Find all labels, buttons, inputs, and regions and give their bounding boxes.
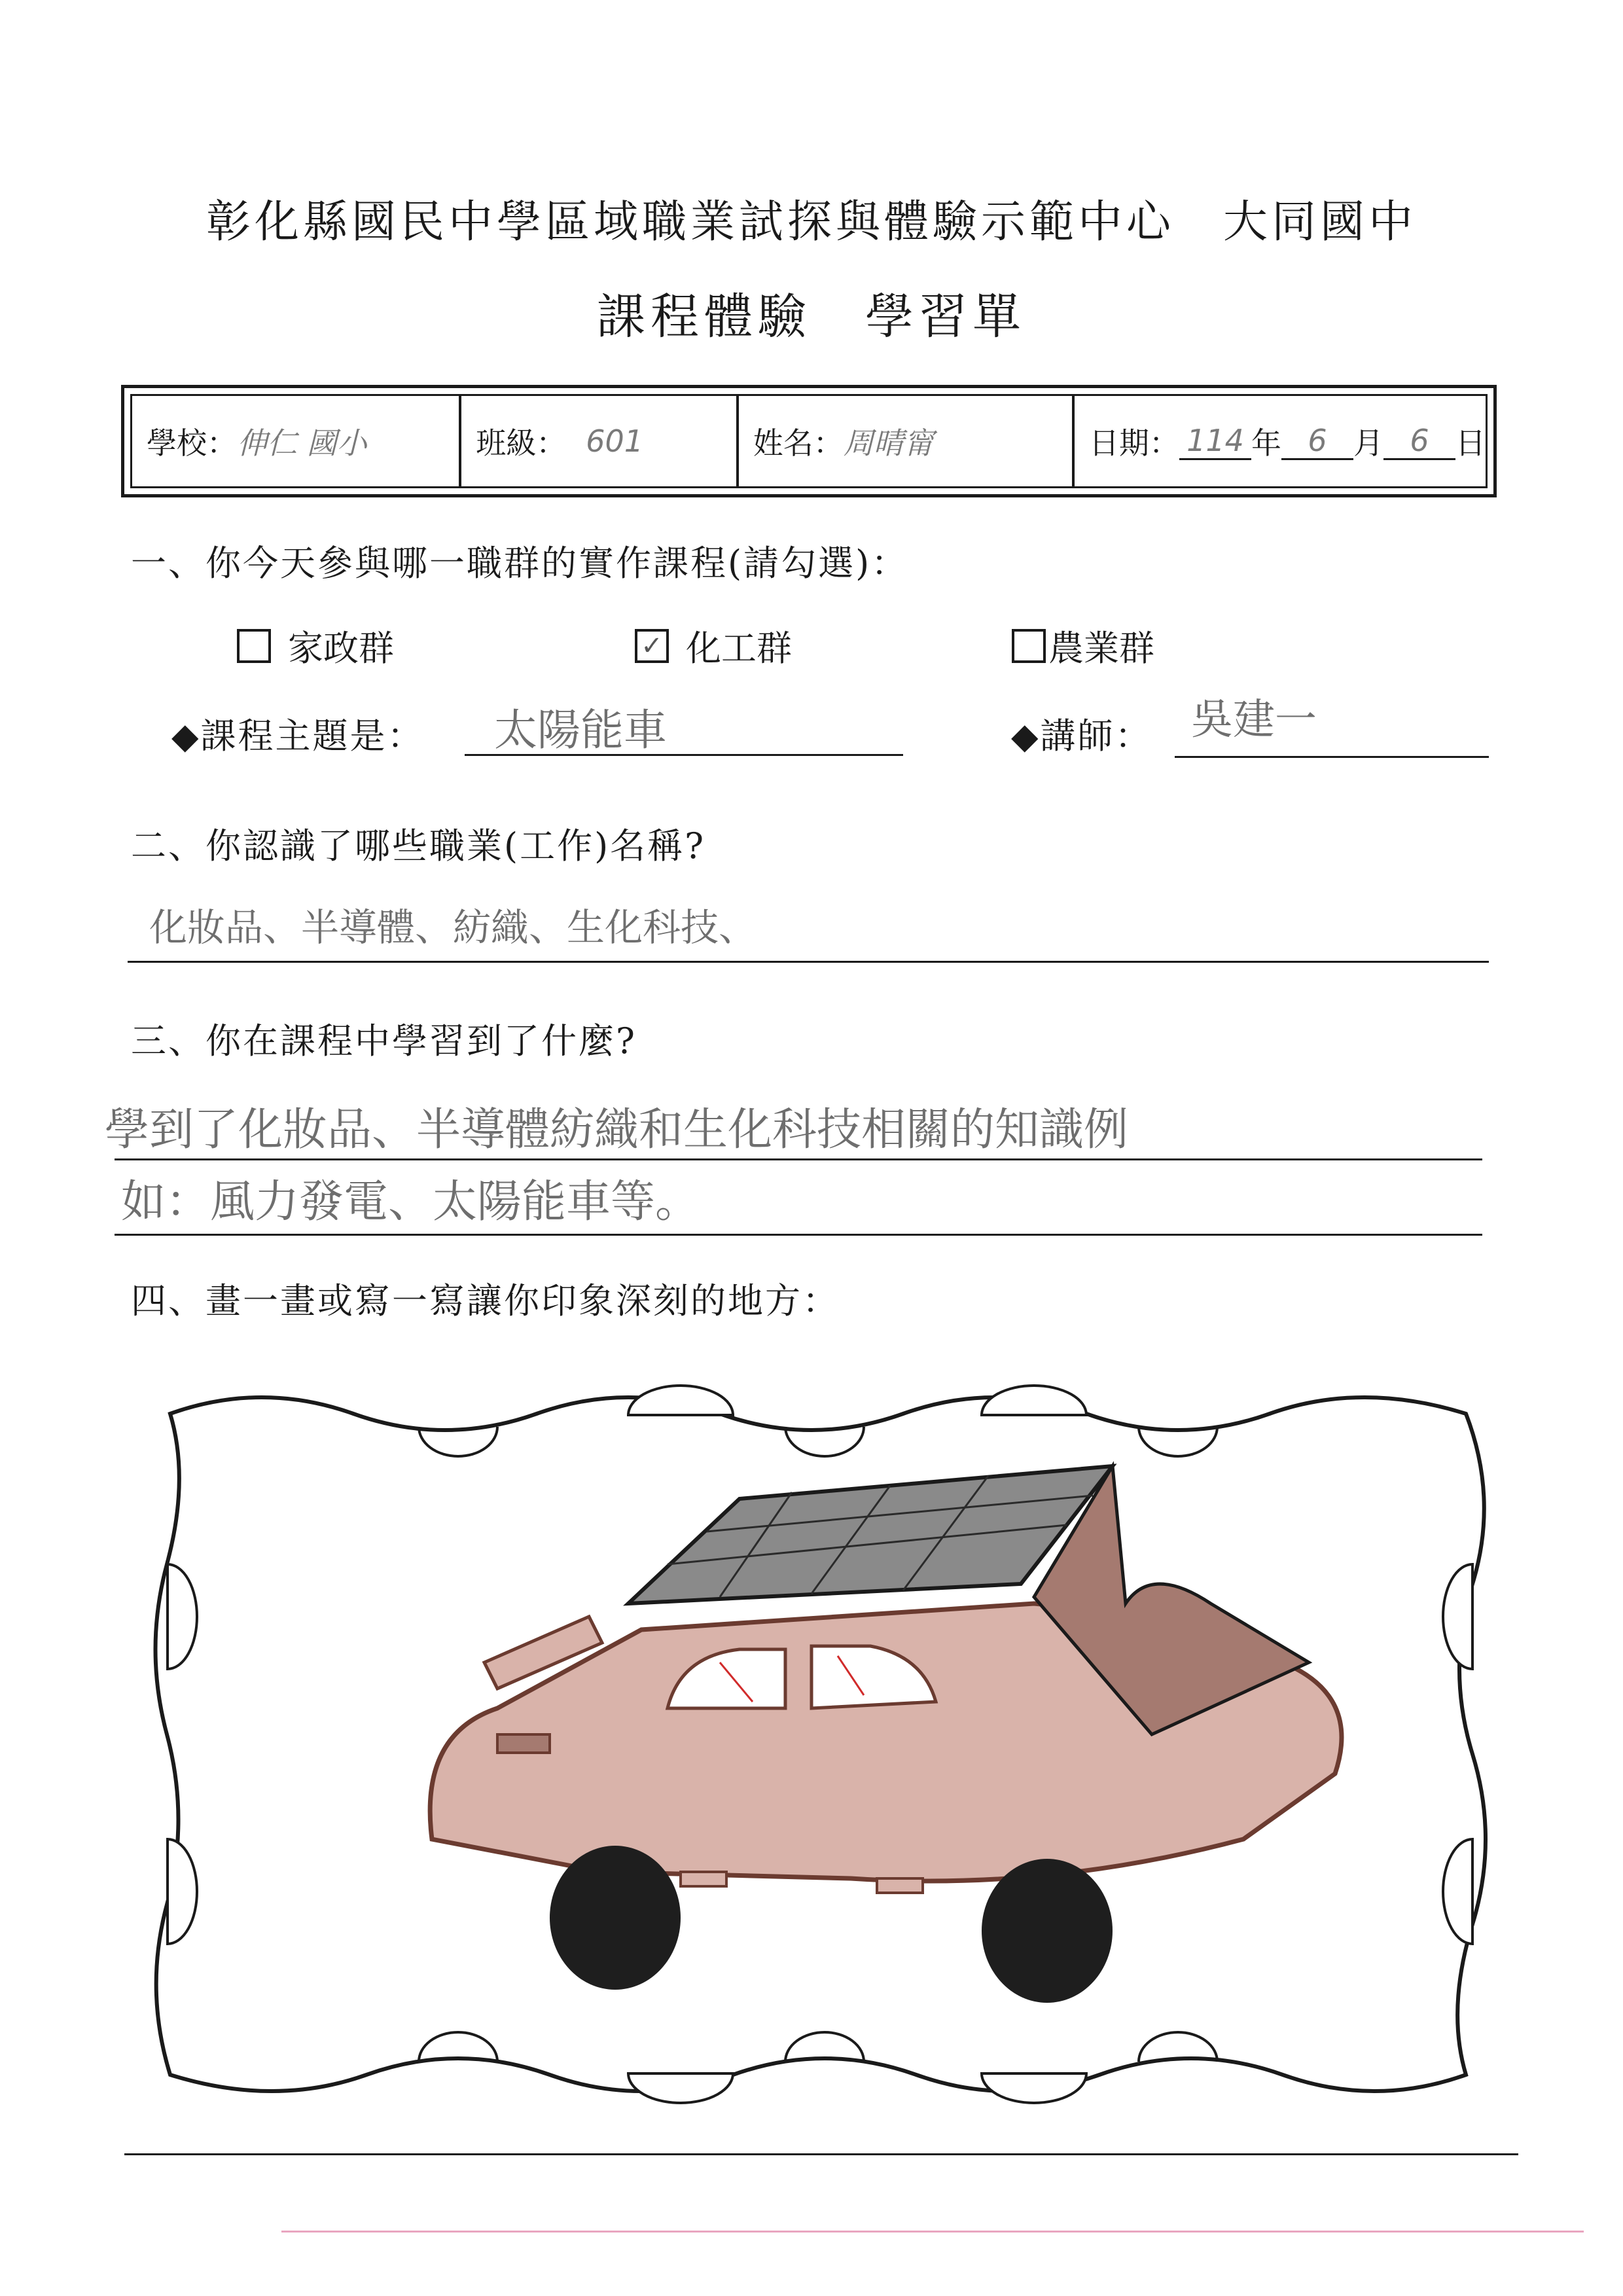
checkbox-chemical-engineering[interactable]: ✓ <box>635 629 669 663</box>
month-value[interactable]: 6 <box>1281 423 1353 460</box>
teacher-value[interactable]: 吳建一 <box>1191 696 1317 744</box>
option-label: 農業群 <box>1048 628 1154 669</box>
q3-answer-line-2-rule <box>115 1234 1482 1236</box>
question-3: 三、你在課程中學習到了什麼? <box>131 1020 637 1062</box>
school-label: 學校： <box>147 425 237 461</box>
bottom-rule <box>124 2153 1518 2155</box>
teacher-label: ◆講師： <box>1011 715 1152 757</box>
q3-answer-line-1[interactable]: 學到了化妝品、半導體紡織和生化科技相關的知識例 <box>105 1104 1129 1156</box>
topic-label: ◆課程主題是： <box>171 715 425 757</box>
date-cell <box>1075 396 1486 486</box>
q2-answer-line <box>128 961 1489 963</box>
checkbox-agriculture[interactable] <box>1012 629 1046 663</box>
option-label: 化工群 <box>686 628 792 669</box>
year-value[interactable]: 114 <box>1179 423 1251 460</box>
topic-underline <box>465 754 903 756</box>
drawing-frame <box>131 1368 1518 2114</box>
solar-car-drawing <box>430 1466 1342 2003</box>
day-unit: 日 <box>1455 425 1486 461</box>
q2-answer[interactable]: 化妝品、半導體、紡織、生化科技、 <box>149 905 757 950</box>
day-value[interactable]: 6 <box>1383 423 1455 460</box>
q3-answer-line-1-rule <box>115 1158 1482 1160</box>
option-home-economics[interactable] <box>237 620 394 671</box>
option-agriculture[interactable] <box>1012 620 1154 671</box>
option-chemical-engineering[interactable] <box>635 620 792 671</box>
school-cell <box>132 396 461 486</box>
question-4: 四、畫一畫或寫一寫讓你印象深刻的地方： <box>131 1280 840 1321</box>
teacher-underline <box>1175 756 1489 758</box>
option-label: 家政群 <box>288 628 394 669</box>
name-cell <box>739 396 1075 486</box>
q3-answer-line-2[interactable]: 如：風力發電、太陽能車等。 <box>121 1176 700 1228</box>
school-value[interactable]: 伸仁 國小 <box>237 425 367 461</box>
date-label: 日期： <box>1089 425 1180 461</box>
worksheet-subtitle: 課程體驗 學習單 <box>597 289 1026 345</box>
year-unit: 年 <box>1251 425 1282 461</box>
topic-value[interactable]: 太陽能車 <box>494 705 667 755</box>
name-label: 姓名： <box>753 425 844 461</box>
name-value[interactable]: 周晴甯 <box>843 425 934 461</box>
pink-margin-line <box>281 2231 1584 2233</box>
class-cell <box>461 396 739 486</box>
class-value[interactable]: 601 <box>586 423 644 459</box>
question-2: 二、你認識了哪些職業(工作)名稱? <box>131 825 706 867</box>
month-unit: 月 <box>1353 425 1384 461</box>
info-table <box>121 385 1497 497</box>
checkbox-home-economics[interactable] <box>237 629 271 663</box>
question-1: 一、你今天參與哪一職群的實作課程(請勾選)： <box>131 543 909 584</box>
worksheet-title: 彰化縣國民中學區域職業試探與體驗示範中心 大同國中 <box>205 196 1417 248</box>
class-label: 班級： <box>476 425 567 461</box>
